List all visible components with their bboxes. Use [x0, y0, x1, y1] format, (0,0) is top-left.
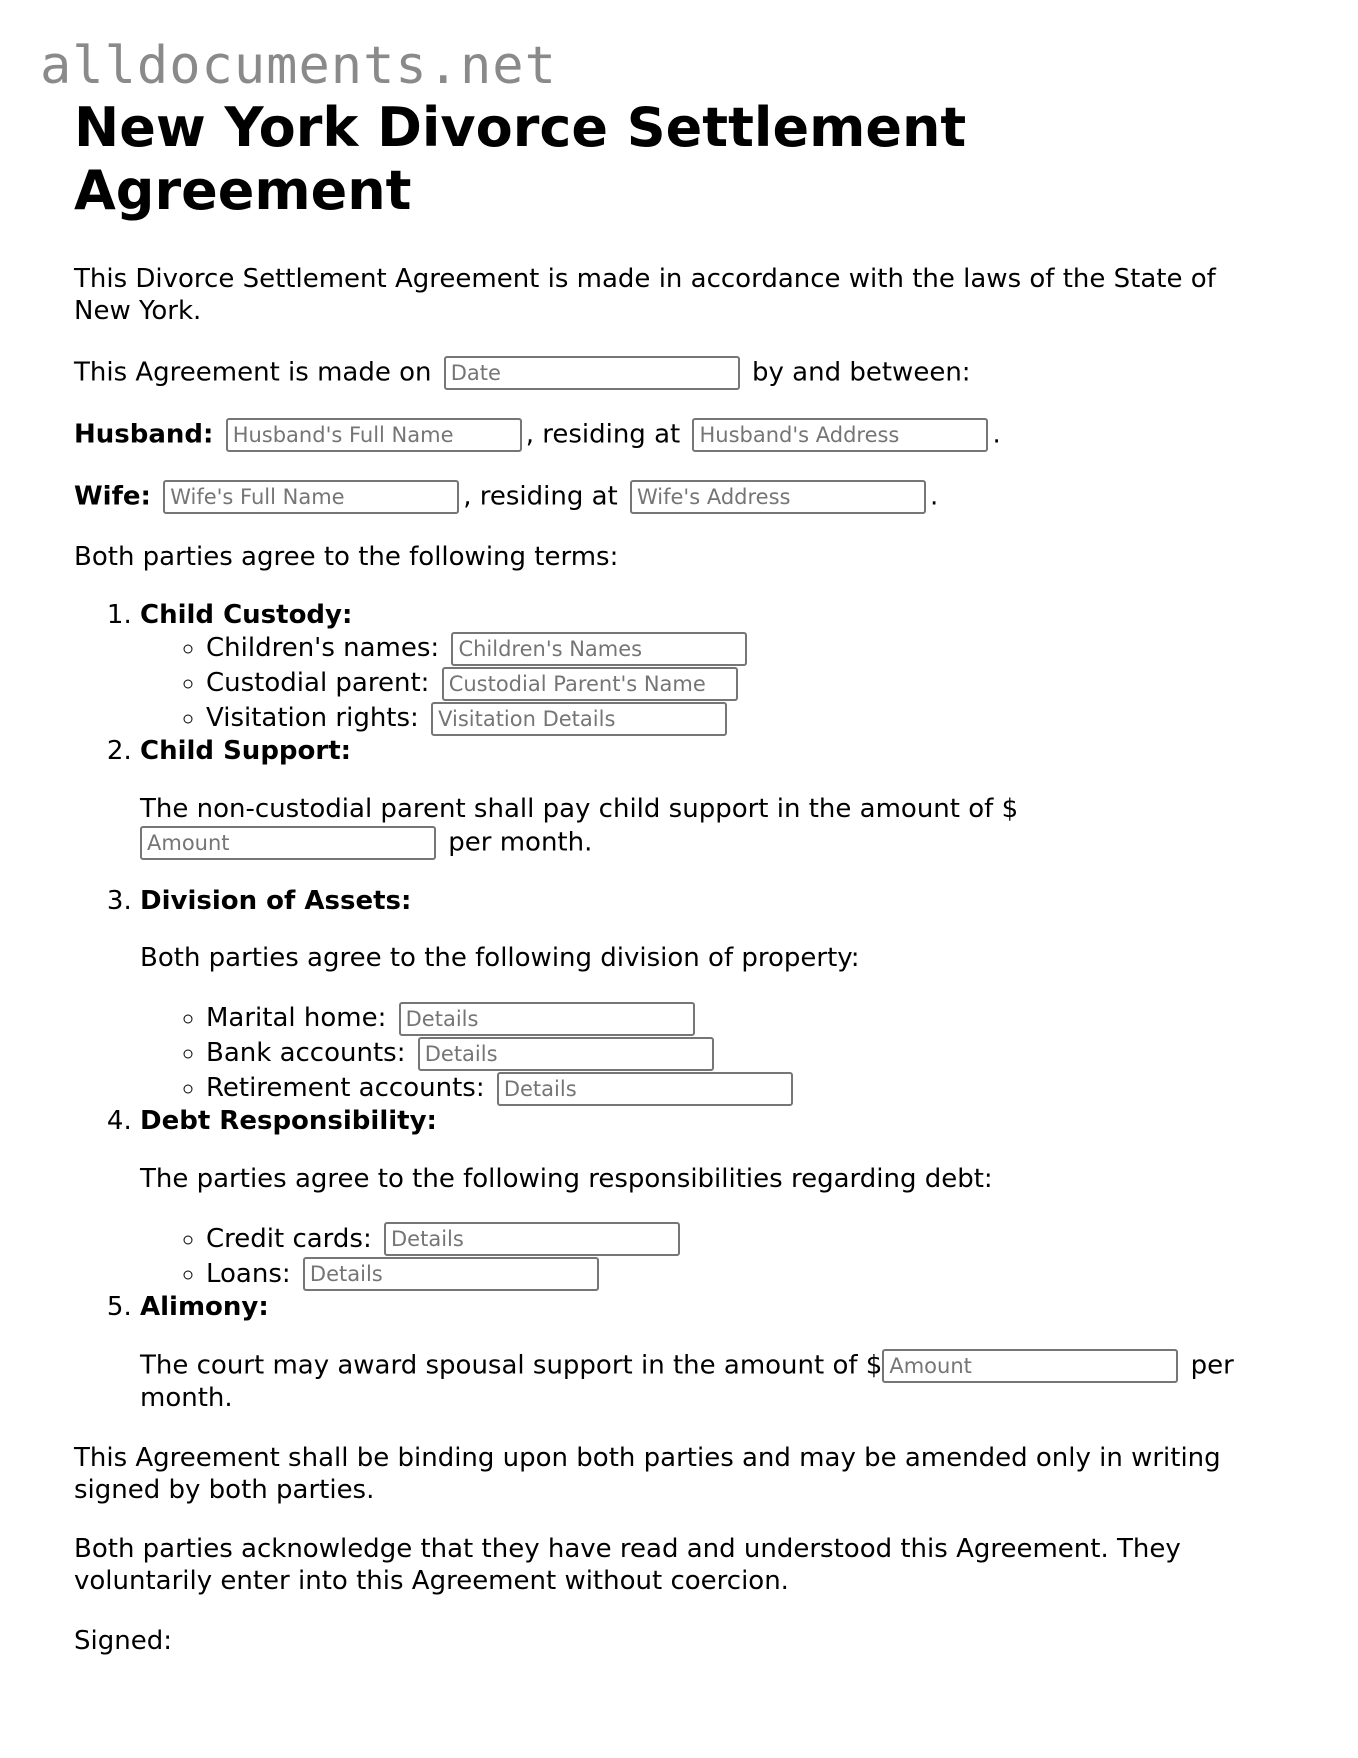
date-input[interactable]	[444, 356, 740, 390]
list-item	[206, 1222, 1274, 1257]
made-on-prefix: This Agreement is made on	[74, 357, 432, 388]
list-item	[206, 666, 1274, 701]
wife-line-end: .	[929, 481, 939, 512]
credit-cards-input[interactable]	[384, 1222, 680, 1256]
term-child-custody	[140, 600, 1274, 737]
assets-details-list	[140, 1001, 1274, 1106]
debt-responsibility-text: The parties agree to the following responsibilities regarding debt:	[140, 1163, 993, 1194]
terms-list	[74, 600, 1274, 1415]
loans-label: Loans:	[206, 1258, 291, 1289]
husband-residing-text: , residing at	[525, 419, 681, 450]
acknowledge-paragraph: Both parties acknowledge that they have read and understood this Agreement. They voluntarily enter into this Agreement without coercion.	[74, 1534, 1181, 1597]
wife-name-input[interactable]	[163, 480, 459, 514]
wife-address-input[interactable]	[630, 480, 926, 514]
alimony-text: The court may award spousal support in the amount of $	[140, 1350, 883, 1381]
visitation-rights-label: Visitation rights:	[206, 703, 419, 734]
debt-responsibility-heading: Debt Responsibility:	[140, 1106, 437, 1137]
list-item	[206, 701, 1274, 736]
terms-intro: Both parties agree to the following terms:	[74, 541, 619, 572]
wife-residing-text: , residing at	[463, 481, 618, 512]
made-on-line	[74, 356, 1274, 390]
visitation-details-input[interactable]	[431, 702, 727, 736]
marital-home-input[interactable]	[399, 1002, 695, 1036]
custody-details-list	[140, 631, 1274, 736]
agreement-document	[74, 96, 1274, 1658]
alimony-suffix: per month.	[140, 1350, 1234, 1414]
retirement-accounts-label: Retirement accounts:	[206, 1073, 485, 1104]
custodial-parent-label: Custodial parent:	[206, 668, 430, 699]
term-alimony	[140, 1292, 1274, 1415]
list-item	[206, 631, 1274, 666]
husband-line	[74, 418, 1274, 452]
binding-paragraph: This Agreement shall be binding upon both parties and may be amended only in writing signed by both parties.	[74, 1442, 1221, 1505]
marital-home-label: Marital home:	[206, 1003, 387, 1034]
made-on-suffix: by and between:	[752, 357, 971, 388]
list-item	[206, 1071, 1274, 1106]
page-title: New York Divorce Settlement Agreement	[74, 96, 967, 223]
term-child-support	[140, 736, 1274, 859]
children-names-label: Children's names:	[206, 633, 440, 664]
child-custody-heading: Child Custody:	[140, 599, 353, 630]
loans-input[interactable]	[303, 1257, 599, 1291]
husband-line-end: .	[992, 419, 1001, 450]
bank-accounts-input[interactable]	[418, 1037, 714, 1071]
wife-line	[74, 480, 1274, 514]
children-names-input[interactable]	[451, 632, 747, 666]
wife-label: Wife:	[74, 481, 151, 512]
intro-paragraph: This Divorce Settlement Agreement is made in accordance with the laws of the State of New York.	[74, 264, 1216, 327]
list-item	[206, 1001, 1274, 1036]
signed-label: Signed:	[74, 1625, 172, 1656]
list-item	[206, 1257, 1274, 1292]
husband-label: Husband:	[74, 419, 214, 450]
custodial-parent-input[interactable]	[442, 667, 738, 701]
child-support-amount-input[interactable]	[140, 826, 436, 860]
debt-details-list	[140, 1222, 1274, 1292]
husband-address-input[interactable]	[692, 418, 988, 452]
watermark: alldocuments.net	[40, 36, 557, 96]
child-support-paragraph	[140, 794, 1040, 860]
alimony-heading: Alimony:	[140, 1291, 269, 1322]
term-division-of-assets	[140, 886, 1274, 1106]
credit-cards-label: Credit cards:	[206, 1223, 372, 1254]
alimony-amount-input[interactable]	[882, 1349, 1178, 1383]
term-debt-responsibility	[140, 1106, 1274, 1291]
child-support-text: The non-custodial parent shall pay child support in the amount of $	[140, 793, 1019, 824]
bank-accounts-label: Bank accounts:	[206, 1038, 406, 1069]
child-support-heading: Child Support:	[140, 736, 352, 767]
alimony-paragraph	[140, 1349, 1270, 1415]
husband-name-input[interactable]	[226, 418, 522, 452]
list-item	[206, 1036, 1274, 1071]
division-of-assets-text: Both parties agree to the following division of property:	[140, 943, 860, 974]
child-support-suffix: per month.	[448, 827, 593, 858]
division-of-assets-heading: Division of Assets:	[140, 885, 412, 916]
retirement-accounts-input[interactable]	[497, 1072, 793, 1106]
